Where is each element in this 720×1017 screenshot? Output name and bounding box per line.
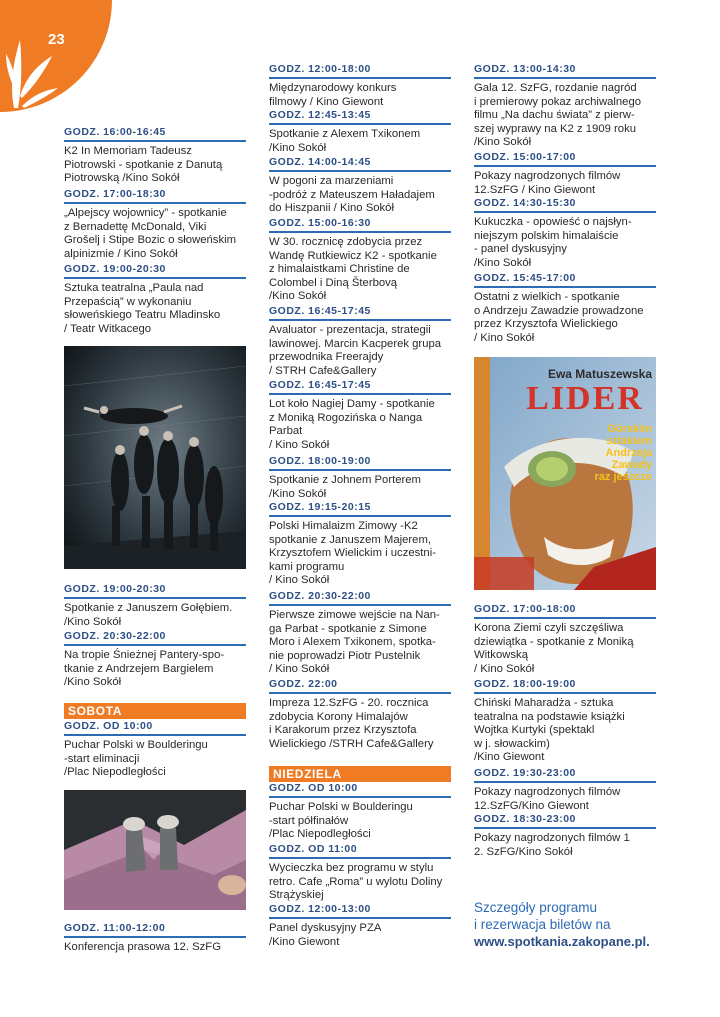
event-item <box>474 197 656 270</box>
book-subtitle-line: Górskim <box>607 423 652 435</box>
event-item <box>64 922 246 955</box>
book-subtitle-line: raz jeszcze <box>594 471 652 483</box>
event-time: GODZ. 22:00 <box>269 678 451 694</box>
event-time: GODZ. OD 10:00 <box>269 782 451 798</box>
event-time: GODZ. 16:00-16:45 <box>64 126 246 142</box>
event-time: GODZ. 18:00-19:00 <box>474 678 656 694</box>
event-item <box>474 767 656 813</box>
event-description: Sztuka teatralna „Paula nad Przepaścią” w wykonaniu słoweńskiego Teatru Mladinsko / Teatr Witkacego <box>64 282 221 335</box>
event-time: GODZ. 11:00-12:00 <box>64 922 246 938</box>
event-description: Lot koło Nagiej Damy - spotkanie z Moniką Rogozińska o Nanga Parbat / Kino Sokół <box>269 398 435 451</box>
event-item <box>269 903 451 949</box>
book-author: Ewa Matuszewska <box>547 367 652 381</box>
event-description: Wycieczka bez programu w stylu retro. Cafe „Roma” u wylotu Doliny Strążyskiej <box>269 862 443 902</box>
info-text: Szczegóły programu <box>474 900 598 915</box>
event-time: GODZ. 18:00-19:00 <box>269 455 451 471</box>
event-item <box>64 583 246 629</box>
event-time: GODZ. 14:00-14:45 <box>269 156 451 172</box>
event-item <box>269 782 451 842</box>
event-time: GODZ. 13:00-14:30 <box>474 63 656 79</box>
event-time: GODZ. 15:00-17:00 <box>474 151 656 167</box>
book-subtitle-line: szlakiem <box>606 435 652 447</box>
book-subtitle-line: Zawady <box>611 459 652 471</box>
event-item <box>474 813 656 859</box>
event-time: GODZ. 15:00-16:30 <box>269 217 451 233</box>
event-item <box>64 188 246 261</box>
event-time: GODZ. 16:45-17:45 <box>269 305 451 321</box>
event-item <box>474 272 656 345</box>
bouldering-photo <box>64 790 246 910</box>
event-item <box>269 305 451 378</box>
book-subtitle <box>562 423 652 483</box>
event-description: Pokazy nagrodzonych filmów 1 2. SzFG/Kino Sokół <box>474 832 630 858</box>
dance-performance-photo <box>64 346 246 569</box>
event-item <box>269 379 451 452</box>
event-item <box>269 156 451 216</box>
event-description: Konferencja prasowa 12. SzFG <box>64 941 221 953</box>
event-time: GODZ. 16:45-17:45 <box>269 379 451 395</box>
event-time: GODZ. 20:30-22:00 <box>64 630 246 646</box>
event-item <box>474 151 656 197</box>
event-time: GODZ. 19:30-23:00 <box>474 767 656 783</box>
info-text: i rezerwacja biletów na <box>474 917 611 932</box>
event-description: Impreza 12.SzFG - 20. rocznica zdobycia Korony Himalajów i Karakorum przez Krzysztofa Wielickiego /STRH Cafe&Gallery <box>269 697 434 750</box>
book-title: LIDER <box>526 380 644 417</box>
event-time: GODZ. 20:30-22:00 <box>269 590 451 606</box>
event-item <box>269 590 451 677</box>
event-time: GODZ. OD 11:00 <box>269 843 451 859</box>
event-description: Korona Ziemi czyli szczęśliwa dziewiątka - spotkanie z Moniką Witkowską / Kino Sokół <box>474 622 634 675</box>
event-description: Puchar Polski w Boulderingu -start eliminacji /Plac Niepodległości <box>64 739 208 779</box>
website-link[interactable]: www.spotkania.zakopane.pl. <box>474 934 650 949</box>
event-description: Avaluator - prezentacja, strategii lawinowej. Marcin Kacperek grupa przewodnika Freerajdy / STRH Cafe&Gallery <box>269 324 442 377</box>
page-number: 23 <box>48 31 65 48</box>
day-header-sunday: NIEDZIELA <box>269 766 451 782</box>
event-description: Spotkanie z Alexem Txikonem /Kino Sokół <box>269 128 421 154</box>
event-time: GODZ. 17:00-18:00 <box>474 603 656 619</box>
day-header-saturday: SOBOTA <box>64 703 246 719</box>
event-item <box>64 126 246 186</box>
event-time: GODZ. 14:30-15:30 <box>474 197 656 213</box>
event-item <box>474 678 656 765</box>
event-time: GODZ. 19:15-20:15 <box>269 501 451 517</box>
event-item <box>269 455 451 501</box>
event-time: GODZ. 17:00-18:30 <box>64 188 246 204</box>
event-description: W pogoni za marzeniami -podróż z Mateuszem Haładajem do Hiszpanii / Kino Sokół <box>269 175 435 215</box>
event-description: Panel dyskusyjny PZA /Kino Giewont <box>269 922 382 948</box>
corner-logo-badge <box>0 0 112 112</box>
event-time: GODZ. 12:00-18:00 <box>269 63 451 79</box>
event-time: GODZ. 15:45-17:00 <box>474 272 656 288</box>
event-item <box>269 63 451 109</box>
event-item <box>474 63 656 150</box>
event-item <box>269 678 451 751</box>
event-description: Na tropie Śnieżnej Pantery-spo- tkanie z Andrzejem Bargielem /Kino Sokół <box>64 649 225 689</box>
event-description: Ostatni z wielkich - spotkanie o Andrzeju Zawadzie prowadzone przez Krzysztofa Wielickiego / Kino Sokół <box>474 291 644 344</box>
event-description: Chiński Maharadża - sztuka teatralna na podstawie książki Wojtka Kurtyki (spektakl w j. słowackim) /Kino Giewont <box>474 697 625 764</box>
event-description: Polski Himalaizm Zimowy -K2 spotkanie z Januszem Majerem, Krzysztofem Wielickim i uczestni- kami programu / Kino Sokół <box>269 520 436 587</box>
event-time: GODZ. 12:00-13:00 <box>269 903 451 919</box>
event-description: W 30. rocznicę zdobycia przez Wandę Rutkiewicz K2 - spotkanie z himalaistkami Christine de Colombel i Diną Šterbovą /Kino Sokół <box>269 236 437 303</box>
event-description: „Alpejscy wojownicy” - spotkanie z Bernadettę McDonald, Viki Grošelj i Stipe Bozic o słoweńskim alpinizmie / Kino Sokół <box>64 207 237 260</box>
event-description: Spotkanie z Johnem Porterem /Kino Sokół <box>269 474 421 500</box>
event-description: Międzynarodowy konkurs filmowy / Kino Giewont <box>269 82 397 108</box>
book-subtitle-line: Andrzeja <box>605 447 652 459</box>
event-time: GODZ. 18:30-23:00 <box>474 813 656 829</box>
event-item <box>269 843 451 903</box>
program-info-box <box>474 899 674 950</box>
event-item <box>64 630 246 690</box>
event-item <box>64 720 246 780</box>
event-description: Pierwsze zimowe wejście na Nan- ga Parbat - spotkanie z Simone Moro i Alexem Txikonem, spotka- nie poprowadzi Piotr Pustelnik / Kino Sokół <box>269 609 440 676</box>
event-description: Gala 12. SzFG, rozdanie nagród i premierowy pokaz archiwalnego filmu „Na dachu świata” z pierw- szej wyprawy na K2 z 1909 roku /Kino Sokół <box>474 82 642 149</box>
event-item <box>269 217 451 304</box>
event-description: Pokazy nagrodzonych filmów 12.SzFG / Kino Giewont <box>474 170 621 196</box>
event-description: Pokazy nagrodzonych filmów 12.SzFG/Kino Giewont <box>474 786 621 812</box>
event-time: GODZ. 19:00-20:30 <box>64 583 246 599</box>
event-description: Spotkanie z Januszem Gołębiem. /Kino Sokół <box>64 602 233 628</box>
event-description: Puchar Polski w Boulderingu -start półfinałów /Plac Niepodległości <box>269 801 413 841</box>
event-item <box>269 501 451 588</box>
event-time: GODZ. OD 10:00 <box>64 720 246 736</box>
event-time: GODZ. 12:45-13:45 <box>269 109 451 125</box>
event-item <box>474 603 656 676</box>
event-description: Kukuczka - opowieść o najsłyn- niejszym polskim himalaiście - panel dyskusyjny /Kino Sokół <box>474 216 632 269</box>
event-item <box>64 263 246 336</box>
event-item <box>269 109 451 155</box>
event-time: GODZ. 19:00-20:30 <box>64 263 246 279</box>
event-description: K2 In Memoriam Tadeusz Piotrowski - spotkanie z Danutą Piotrowską /Kino Sokół <box>64 145 223 185</box>
